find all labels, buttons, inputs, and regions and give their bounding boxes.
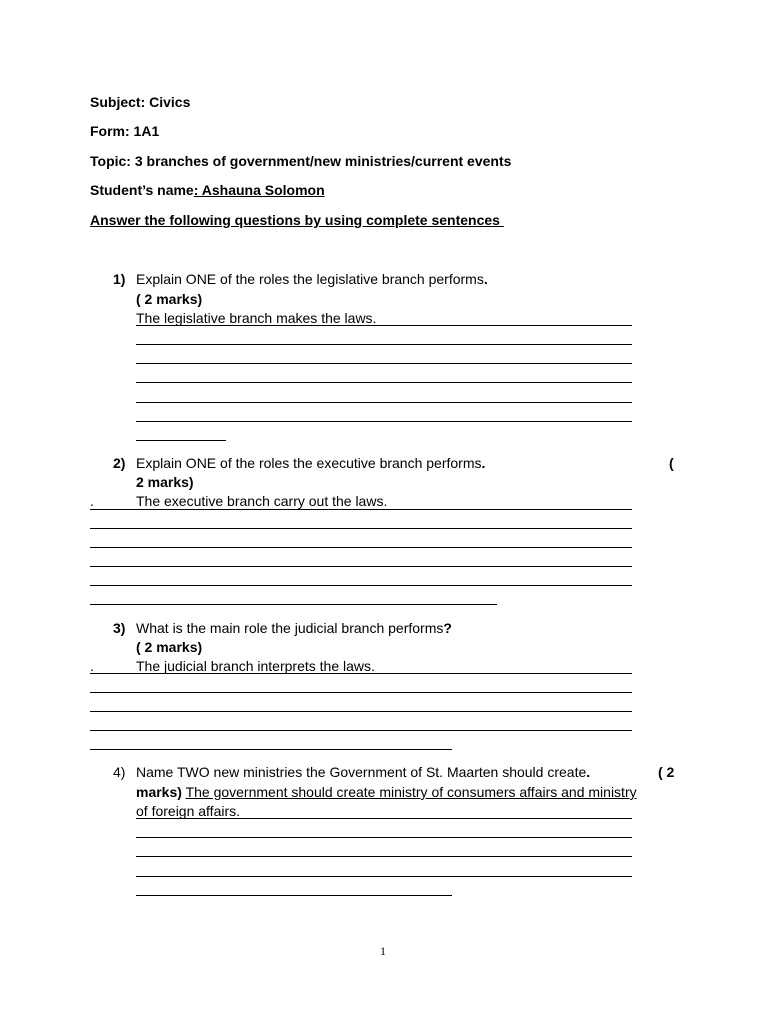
answer-line [136, 421, 632, 422]
question-2-end: . [481, 455, 486, 471]
student-name-line [90, 182, 325, 198]
question-2-marks: 2 marks) [136, 474, 194, 490]
question-1-marks: ( 2 marks) [136, 291, 203, 307]
page-number: 1 [380, 944, 386, 958]
answer-line [136, 818, 632, 819]
question-3-text [136, 620, 452, 636]
answer-line [90, 749, 452, 750]
question-4-answer-line1: The government should create ministry of consumers affairs and ministry [185, 784, 637, 800]
question-4-number: 4) [113, 764, 126, 780]
answer-line [136, 382, 632, 383]
question-2-number: 2) [113, 455, 126, 471]
answer-line [136, 837, 632, 838]
question-1-text [136, 271, 488, 287]
answer-line [90, 566, 632, 567]
student-name-label: Student’s name [90, 182, 194, 198]
answer-line [90, 604, 497, 605]
question-4-end: . [586, 764, 591, 780]
answer-line [136, 344, 632, 345]
question-2-prompt: Explain ONE of the roles the executive branch performs [136, 455, 482, 471]
answer-line [90, 711, 632, 712]
question-1-prompt: Explain ONE of the roles the legislative branch performs [136, 271, 484, 287]
question-1-answer: The legislative branch makes the laws. [136, 310, 377, 326]
answer-line [136, 325, 632, 326]
instruction-text: Answer the following questions by using complete sentences [90, 212, 500, 228]
subject-line: Subject: Civics [90, 94, 191, 110]
answer-line [90, 528, 632, 529]
question-2-marks-open: ( [669, 455, 674, 471]
question-1-end: . [483, 271, 488, 287]
answer-line [136, 402, 632, 403]
instruction-line [90, 212, 504, 228]
answer-line [90, 673, 632, 674]
question-4-marks: marks) [136, 784, 182, 800]
question-3-prompt: What is the main role the judicial branch performs [136, 620, 444, 636]
form-line: Form: 1A1 [90, 123, 160, 139]
answer-line [136, 856, 632, 857]
question-3-answer: The judicial branch interprets the laws. [136, 658, 375, 674]
answer-line [90, 730, 632, 731]
answer-line [136, 876, 632, 877]
question-4-answer-line2: of foreign affairs. [136, 803, 241, 819]
question-1-number: 1) [113, 271, 126, 287]
answer-line [90, 509, 632, 510]
question-2-answer: The executive branch carry out the laws. [136, 493, 388, 509]
question-4-text [136, 764, 590, 780]
question-3-marks: ( 2 marks) [136, 639, 203, 655]
question-4-line2 [136, 784, 637, 800]
question-3-number: 3) [113, 620, 126, 636]
answer-line [136, 363, 632, 364]
topic-line: Topic: 3 branches of government/new ministries/current events [90, 153, 512, 169]
question-2-lead: . [90, 493, 94, 509]
answer-line [90, 547, 632, 548]
answer-line [90, 585, 632, 586]
answer-line [136, 440, 226, 441]
question-4-marks-open: ( 2 [658, 764, 675, 780]
question-2-text [136, 455, 485, 471]
student-name-value: : Ashauna Solomon [193, 182, 325, 198]
answer-line [136, 895, 452, 896]
question-3-lead: . [90, 658, 94, 674]
question-3-end: ? [443, 620, 452, 636]
answer-line [90, 692, 632, 693]
question-4-prompt: Name TWO new ministries the Government of St. Maarten should create [136, 764, 587, 780]
